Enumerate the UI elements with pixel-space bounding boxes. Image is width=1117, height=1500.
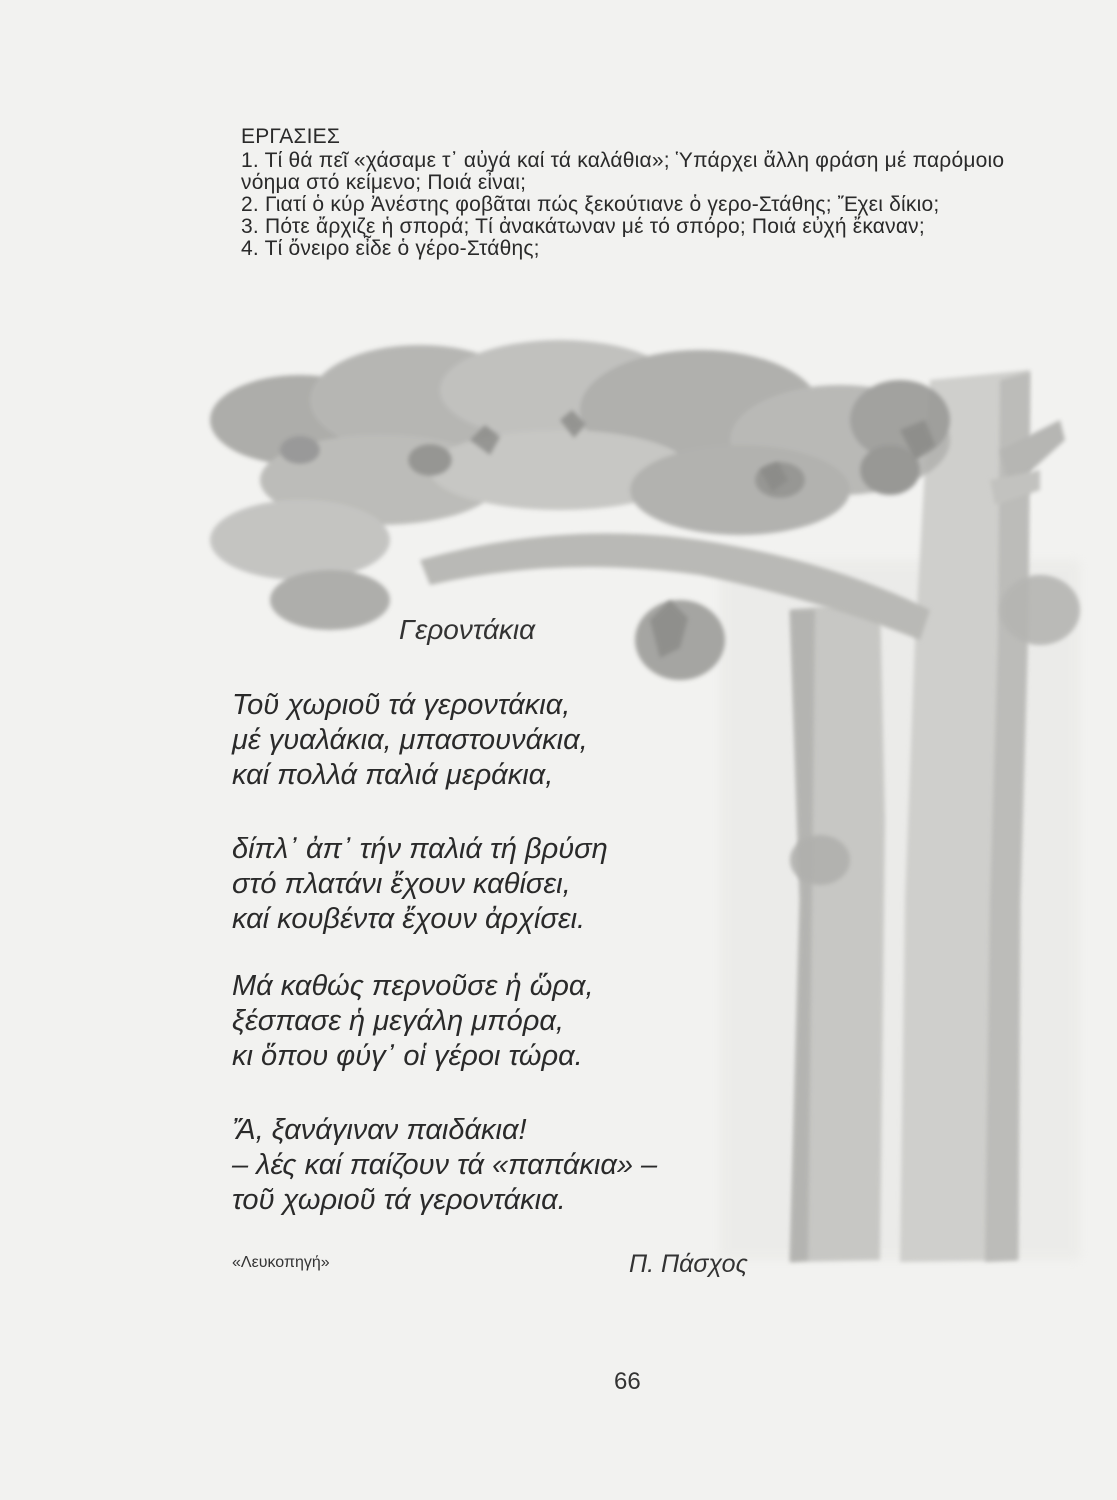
poem-title: Γεροντάκια <box>399 614 536 645</box>
poem-line: Τοῦ χωριοῦ τά γεροντάκια, <box>232 689 571 721</box>
poem-stanza <box>232 688 588 793</box>
page-number: 66 <box>614 1368 641 1395</box>
exercise-item: 3. Πότε ἄρχιζε ἡ σπορά; Τί ἀνακάτωναν μέ τό σπόρο; Ποιά εὐχή ἔκαναν; <box>241 215 925 238</box>
poem-line: δίπλ᾽ ἀπ᾽ τήν παλιά τή βρύση <box>232 833 608 865</box>
poem-line: Ἄ, ξανάγιναν παιδάκια! <box>232 1114 527 1146</box>
exercise-item: 4. Τί ὄνειρο εἶδε ὁ γέρο-Στάθης; <box>241 237 540 260</box>
poem-author: Π. Πάσχος <box>629 1250 748 1278</box>
poem-line: ξέσπασε ἡ μεγάλη μπόρα, <box>232 1005 564 1037</box>
poem-line: – λές καί παίζουν τά «παπάκια» – <box>232 1149 658 1181</box>
exercises-section <box>241 126 1061 260</box>
poem-stanza <box>232 832 608 937</box>
poem-line: μέ γυαλάκια, μπαστουνάκια, <box>232 724 588 756</box>
poem-stanza <box>232 1113 657 1218</box>
poem-line: καί κουβέντα ἔχουν ἀρχίσει. <box>232 903 586 935</box>
poem-line: στό πλατάνι ἔχουν καθίσει, <box>232 868 571 900</box>
poem-line: Μά καθώς περνοῦσε ἡ ὥρα, <box>232 970 594 1002</box>
exercise-item: 2. Γιατί ὁ κύρ Ἀνέστης φοβᾶται πώς ξεκούτιανε ὁ γερο-Στάθης; Ἔχει δίκιο; <box>241 193 940 216</box>
poem-stanza <box>232 969 594 1074</box>
poem-source: «Λευκοπηγή» <box>232 1254 330 1271</box>
exercises-heading: ΕΡΓΑΣΙΕΣ <box>241 125 341 148</box>
poem-line: κι ὅπου φύγ᾽ οἱ γέροι τώρα. <box>232 1040 583 1072</box>
exercise-item: 1. Τί θά πεῖ «χάσαμε τ᾽ αὐγά καί τά καλάθια»; Ὑπάρχει ἄλλη φράση μέ παρόμοιο νόημα στό κείμενο; Ποιά εἶναι; <box>241 149 1005 194</box>
poem-line: τοῦ χωριοῦ τά γεροντάκια. <box>232 1184 566 1216</box>
poem-line: καί πολλά παλιά μεράκια, <box>232 759 554 791</box>
